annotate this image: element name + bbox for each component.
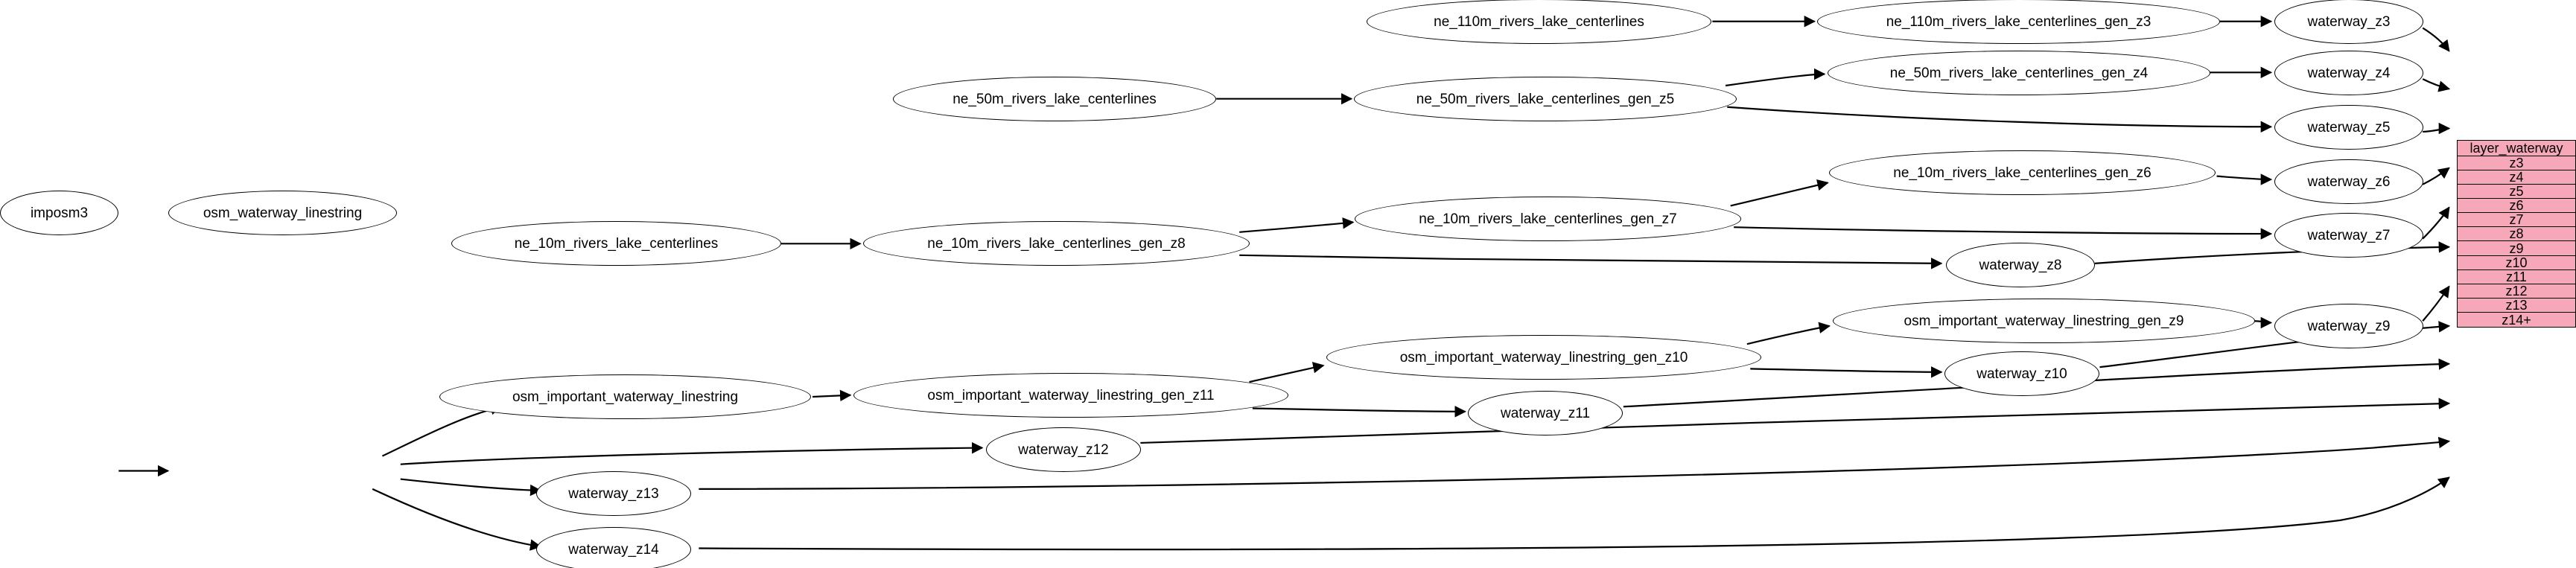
node-waterway-z5[interactable] [2274, 105, 2423, 150]
node-label: osm_waterway_linestring [203, 205, 363, 221]
node-label: waterway_z9 [2307, 318, 2391, 334]
node-waterway-z7[interactable] [2274, 213, 2423, 258]
node-osm-waterway-linestring[interactable] [168, 191, 397, 235]
node-label: ne_110m_rivers_lake_centerlines_gen_z3 [1886, 13, 2152, 30]
node-label: ne_10m_rivers_lake_centerlines_gen_z6 [1893, 165, 2152, 181]
node-osm-important-waterway-linestring-gen-z10[interactable] [1326, 335, 1761, 380]
node-label: waterway_z14 [568, 541, 659, 558]
table-row-z5[interactable]: z5 [2458, 185, 2575, 199]
table-row-z10[interactable]: z10 [2458, 256, 2575, 270]
table-row-z3[interactable]: z3 [2458, 156, 2575, 170]
table-node-layer-waterway[interactable] [2457, 140, 2576, 328]
node-label: ne_110m_rivers_lake_centerlines [1434, 13, 1644, 30]
node-label: ne_50m_rivers_lake_centerlines_gen_z5 [1416, 91, 1675, 107]
node-label: waterway_z10 [1976, 366, 2067, 382]
node-label: imposm3 [30, 205, 89, 221]
node-waterway-z9[interactable] [2274, 304, 2423, 348]
node-waterway-z12[interactable] [986, 427, 1141, 472]
table-row-z13[interactable]: z13 [2458, 299, 2575, 313]
node-label: waterway_z5 [2307, 119, 2391, 135]
node-label: ne_10m_rivers_lake_centerlines_gen_z8 [927, 235, 1186, 252]
table-row-z6[interactable]: z6 [2458, 199, 2575, 213]
node-waterway-z11[interactable] [1468, 391, 1623, 435]
table-row-z8[interactable]: z8 [2458, 227, 2575, 241]
table-row-z12[interactable]: z12 [2458, 284, 2575, 299]
node-label: ne_50m_rivers_lake_centerlines [953, 91, 1157, 107]
node-ne-10m-rivers-lake-centerlines[interactable] [451, 221, 781, 266]
node-waterway-z10[interactable] [1944, 351, 2099, 396]
node-waterway-z3[interactable] [2274, 0, 2423, 44]
node-ne-10m-rivers-lake-centerlines-gen-z7[interactable] [1355, 197, 1741, 241]
node-waterway-z14[interactable] [536, 527, 691, 568]
node-waterway-z13[interactable] [536, 471, 691, 516]
node-imposm3[interactable] [0, 191, 118, 235]
node-ne-50m-rivers-lake-centerlines-gen-z5[interactable] [1354, 77, 1737, 121]
node-osm-important-waterway-linestring-gen-z9[interactable] [1833, 299, 2255, 343]
table-row-z9[interactable]: z9 [2458, 241, 2575, 255]
node-label: waterway_z6 [2307, 173, 2391, 190]
node-label: waterway_z3 [2307, 13, 2391, 30]
node-label: waterway_z4 [2307, 65, 2391, 81]
node-label: osm_important_waterway_linestring_gen_z9 [1904, 313, 2184, 329]
node-ne-110m-rivers-lake-centerlines-gen-z3[interactable] [1817, 0, 2220, 44]
node-ne-110m-rivers-lake-centerlines[interactable] [1367, 0, 1711, 44]
node-label: waterway_z12 [1018, 441, 1109, 458]
node-waterway-z6[interactable] [2274, 159, 2423, 204]
node-label: waterway_z11 [1500, 405, 1591, 421]
node-osm-important-waterway-linestring-gen-z11[interactable] [853, 373, 1288, 418]
node-label: osm_important_waterway_linestring_gen_z10 [1399, 349, 1688, 366]
table-row-z4[interactable]: z4 [2458, 170, 2575, 185]
node-ne-50m-rivers-lake-centerlines[interactable] [893, 77, 1216, 121]
node-waterway-z4[interactable] [2274, 51, 2423, 95]
table-row-z14-plus[interactable]: z14+ [2458, 313, 2575, 327]
node-label: waterway_z7 [2307, 227, 2391, 243]
node-ne-10m-rivers-lake-centerlines-gen-z6[interactable] [1829, 150, 2216, 195]
node-label: osm_important_waterway_linestring [512, 389, 739, 405]
node-ne-50m-rivers-lake-centerlines-gen-z4[interactable] [1828, 51, 2210, 95]
node-ne-10m-rivers-lake-centerlines-gen-z8[interactable] [863, 221, 1250, 266]
table-header-layer-waterway: layer_waterway [2458, 141, 2575, 156]
node-label: ne_50m_rivers_lake_centerlines_gen_z4 [1889, 65, 2149, 81]
node-label: ne_10m_rivers_lake_centerlines [514, 235, 719, 252]
table-row-z11[interactable]: z11 [2458, 270, 2575, 284]
node-osm-important-waterway-linestring[interactable] [439, 374, 811, 419]
node-waterway-z8[interactable] [1946, 243, 2095, 287]
node-label: waterway_z13 [568, 485, 659, 502]
node-label: ne_10m_rivers_lake_centerlines_gen_z7 [1419, 211, 1677, 227]
node-label: osm_important_waterway_linestring_gen_z11 [927, 387, 1215, 403]
table-row-z7[interactable]: z7 [2458, 213, 2575, 227]
node-label: waterway_z8 [1979, 257, 2062, 273]
